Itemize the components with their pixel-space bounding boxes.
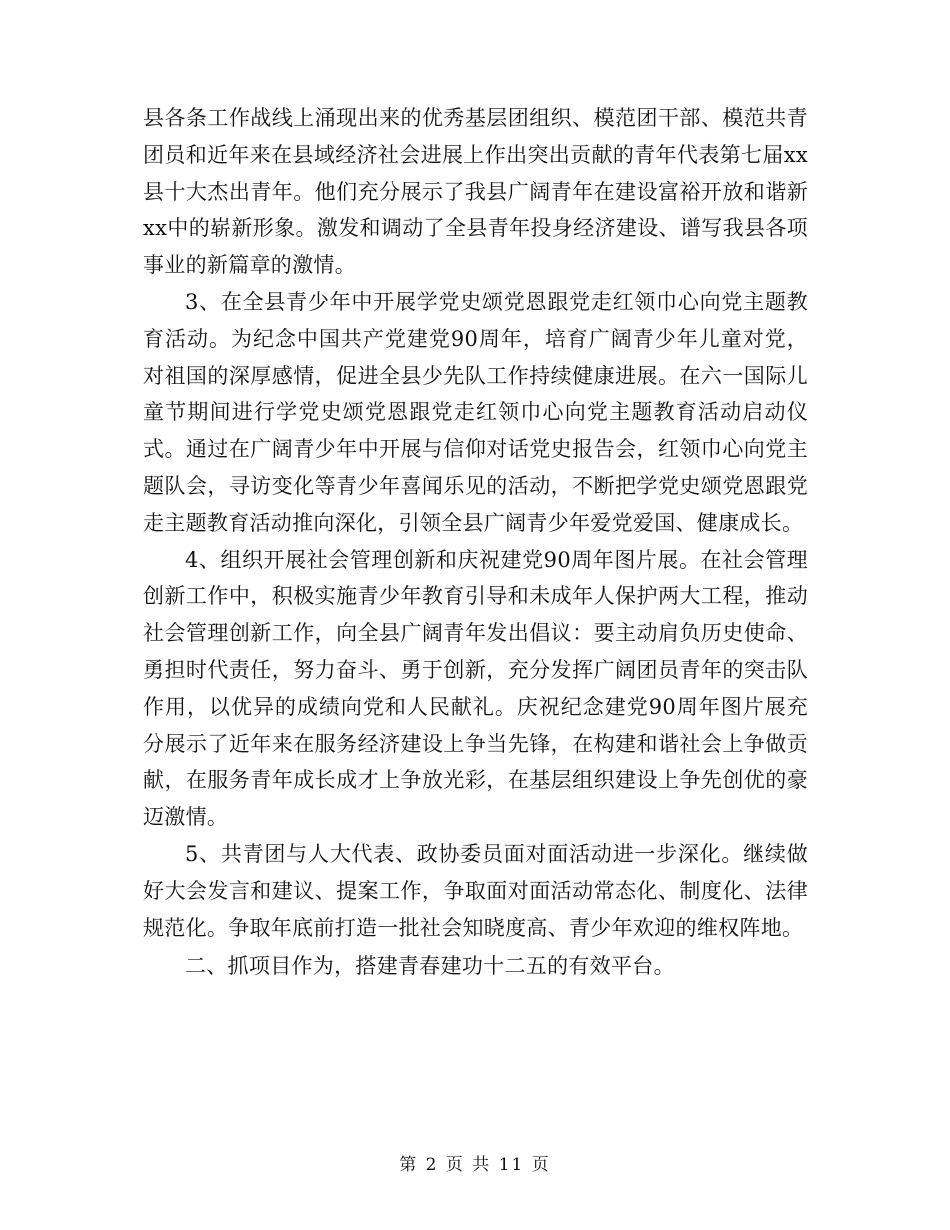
paragraph-item-3: 3、在全县青少年中开展学党史颂党恩跟党走红领巾心向党主题教育活动。为纪念中国共产党建党90周年，培育广阔青少年儿童对党，对祖国的深厚感情，促进全县少先队工作持续健康进展。在六一国际儿童节期间进行学党史颂党恩跟党走红领巾心向党主题教育活动启动仪式。通过在广阔青少年中开展与信仰对话党史报告会，红领巾心向党主题队会，寻访变化等青少年喜闻乐见的活动，不断把学党史颂党恩跟党走主题教育活动推向深化，引领全县广阔青少年爱党爱国、健康成长。: [143, 289, 808, 535]
paragraph-continuation: 县各条工作战线上涌现出来的优秀基层团组织、模范团干部、模范共青团员和近年来在县域经济社会进展上作出突出贡献的青年代表第七届xx县十大杰出青年。他们充分展示了我县广阔青年在建设富裕开放和谐新xx中的崭新形象。激发和调动了全县青年投身经济建设、谱写我县各项事业的新篇章的激情。: [143, 106, 808, 278]
paragraph-item-4: 4、组织开展社会管理创新和庆祝建党90周年图片展。在社会管理创新工作中，积极实施青少年教育引导和未成年人保护两大工程，推动社会管理创新工作，向全县广阔青年发出倡议：要主动肩负历史使命、勇担时代责任，努力奋斗、勇于创新，充分发挥广阔团员青年的突击队作用，以优异的成绩向党和人民献礼。庆祝纪念建党90周年图片展充分展示了近年来在服务经济建设上争当先锋，在构建和谐社会上争做贡献，在服务青年成长成才上争放光彩，在基层组织建设上争先创优的豪迈激情。: [143, 547, 808, 830]
page-footer: 第 2 页 共 11 页: [399, 1155, 551, 1175]
document-body: [143, 100, 808, 985]
section-heading-2: 二、抓项目作为，搭建青春建功十二五的有效平台。: [185, 954, 675, 979]
paragraph-item-5: 5、共青团与人大代表、政协委员面对面活动进一步深化。继续做好大会发言和建议、提案工作，争取面对面活动常态化、制度化、法律规范化。争取年底前打造一批社会知晓度高、青少年欢迎的维权阵地。: [143, 841, 808, 940]
